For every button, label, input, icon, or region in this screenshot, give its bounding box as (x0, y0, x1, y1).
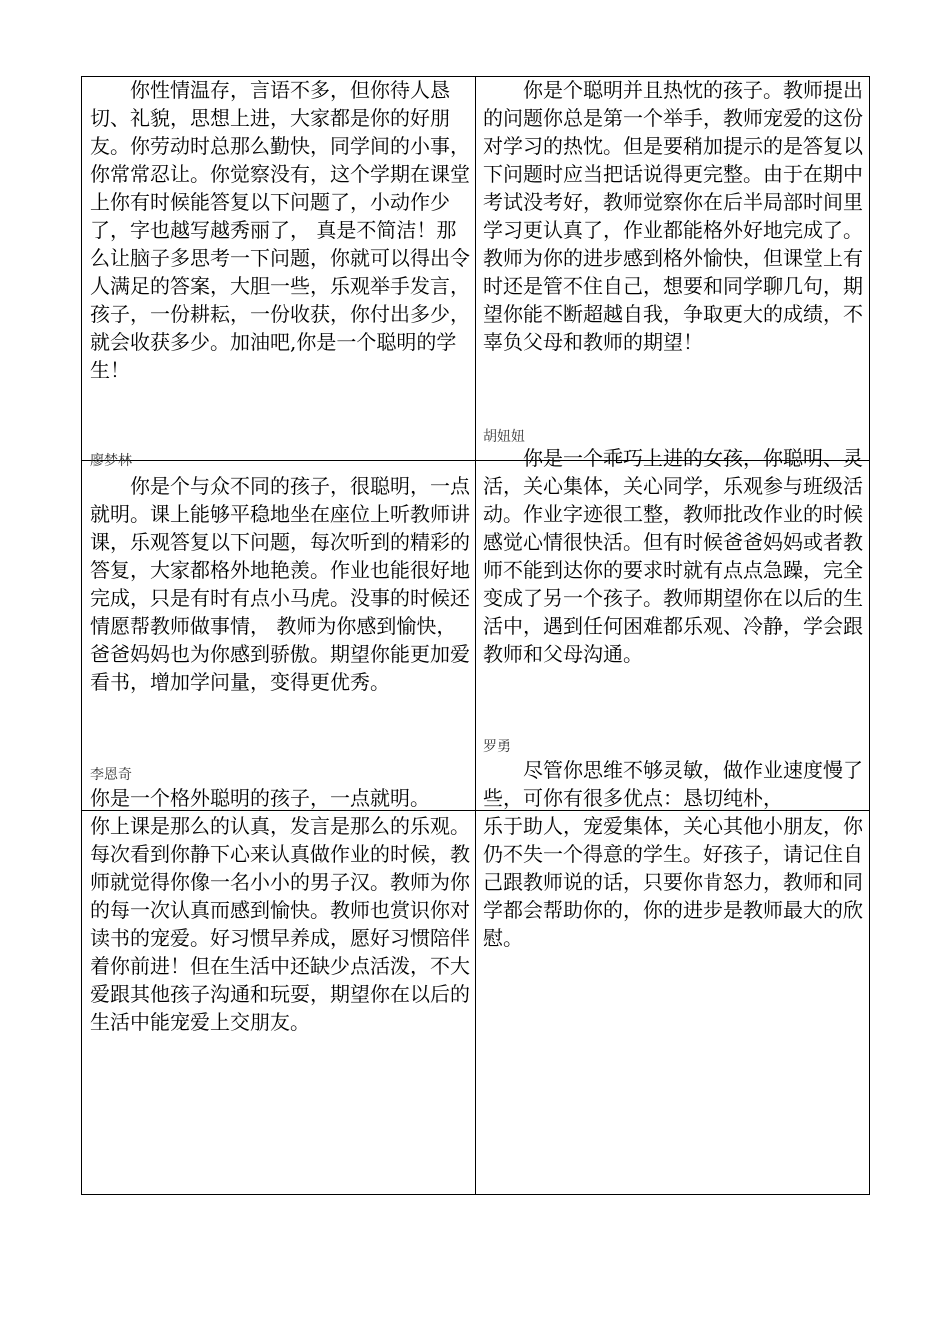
comment-first-lines-6: 尽管你思维不够灵敏，做作业速度慢了些，可你有很多优点：恳切纯朴， (483, 758, 863, 810)
comment-text-2: 你是个聪明并且热忱的孩子。教师提出的问题你总是第一个举手，教师宠爱的这份对学习的热忱。但是要稍加提示的是答复以下问题时应当把话说得更完整。由于在期中考试没考好，教师觉察你在后半局部时间里学习更认真了，作业都能格外好地完成了。教师为你的进步感到格外愉快，但课堂上有时还是管不住自己，想要和同学聊几句，期望你能不断超越自我，争取更大的成绩，不辜负父母和教师的期望！ (483, 78, 863, 354)
table-border-left (81, 76, 82, 1195)
student-name-1: 廖梦林 (90, 453, 132, 469)
student-name-4: 罗勇 (483, 739, 511, 755)
comment-text-1: 你性情温存，言语不多，但你待人恳切、礼貌，思想上进，大家都是你的好朋友。你劳动时总那么勤快，同学间的小事，你常常忍让。你觉察没有，这个学期在课堂上你有时候能答复以下问题了，小动作少了，字也越写越秀丽了， 真是不简洁！那么让脑子多思考一下问题，你就可以得出令人满足的答案，大胆一些，乐观举手发言，孩子，一份耕耘，一份收获，你付出多少，就会收获多少。加油吧,你是一个聪明的学生！ (90, 78, 470, 382)
comment-text-5: 你上课是那么的认真，发言是那么的乐观。每次看到你静下心来认真做作业的时候，教师就觉得你像一名小小的男子汉。教师为你的每一次认真而感到愉快。教师也赏识你对读书的宠爱。好习惯早养成，愿好习惯陪伴着你前进！但在生活中还缺少点活泼，不大爱跟其他孩子沟通和玩耍，期望你在以后的生活中能宠爱上交朋友。 (90, 814, 470, 1034)
student-name-2: 胡妞妞 (483, 429, 525, 445)
comment-text-6: 乐于助人，宠爱集体，关心其他小朋友，你仍不失一个得意的学生。好孩子，请记住自己跟教师说的话，只要你肯怒力，教师和同学都会帮助你的，你的进步是教师最大的欣慰。 (483, 814, 863, 950)
student-name-3: 李恩奇 (90, 767, 132, 783)
comment-text-3: 你是个与众不同的孩子，很聪明，一点就明。课上能够平稳地坐在座位上听教师讲课，乐观答复以下问题，每次听到的精彩的答复，大家都格外地艳羡。作业也能很好地完成，只是有时有点小马虎。没事的时候还情愿帮教师做事情， 教师为你感到愉快，爸爸妈妈也为你感到骄傲。期望你能更加爱看书，增加学问量，变得更优秀。 (90, 474, 470, 694)
comment-first-line-5: 你是一个格外聪明的孩子，一点就明。 (90, 786, 430, 810)
comment-text-4: 你是一个乖巧上进的女孩，你聪明、灵活，关心集体，关心同学，乐观参与班级活动。作业字迹很工整，教师批改作业的时候感觉心情很快活。但有时候爸爸妈妈或者教师不能到达你的要求时就有点点急躁，完全变成了另一个孩子。教师期望你在以后的生活中，遇到任何困难都乐观、冷静，学会跟教师和父母沟通。 (483, 446, 863, 666)
table-border-right (869, 76, 870, 1195)
column-divider (475, 76, 476, 1195)
